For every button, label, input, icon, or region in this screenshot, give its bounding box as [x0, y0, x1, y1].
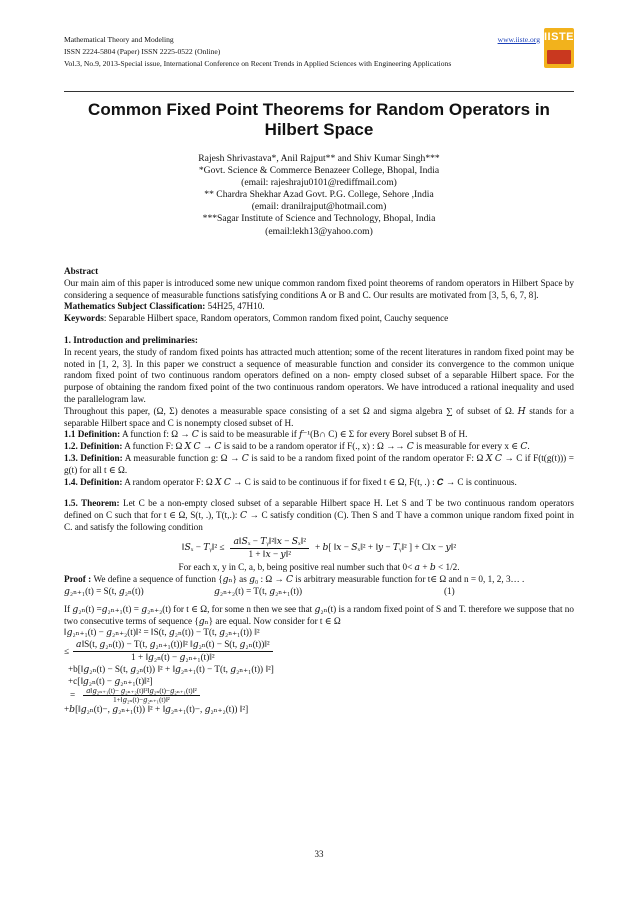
definition-1-2-text: A function F: Ω 𝑋 𝐶 → 𝐶 is said to be a random operator if F(., x) : Ω →→ 𝐶 is measurable for every x ∈ 𝐶. — [122, 441, 530, 452]
affiliation-1: *Govt. Science & Commerce Benazeer College, Bhopal, India — [198, 165, 440, 177]
paper-title — [64, 100, 574, 140]
definition-1-1-text: A function f: Ω → 𝐶 is said to be measurable if 𝑓⁻¹(B∩ C) ∈ Σ for every Borel subset B of H. — [120, 429, 468, 440]
proof-line-5-denominator: 1+‖𝑔₂ₙ(t)−𝑔₂ₙ₊₁(t)‖² — [113, 696, 170, 705]
inequality-lhs: ‖𝑆ₓ − 𝑇ᵧ‖² ≤ — [181, 542, 225, 553]
definition-1-1 — [64, 429, 574, 441]
proof-line-5-lead: = — [70, 689, 76, 700]
proof-line-2-numerator: 𝑎‖S(t, 𝑔₂ₙ(t)) − T(t, 𝑔₂ₙ₊₁(t))‖² ‖𝑔₂ₙ(t) − S(t, 𝑔₂ₙ(t))‖² — [73, 639, 273, 652]
intro-paragraph-2: Throughout this paper, (Ω, Σ) denotes a measurable space consisting of a set Ω and sigma algebra ∑ of subset of Ω. 𝐻 stands for a separable Hilbert space and C is nonempty closed subset of H. — [64, 405, 574, 428]
affiliation-2: ** Chardra Shekhar Azad Govt. P.G. College, Sehore ,India — [204, 189, 434, 201]
logo-text: IISTE — [544, 31, 574, 43]
equation-1 — [64, 586, 574, 598]
inequality-numerator: 𝑎‖𝑆ₓ − 𝑇ᵧ‖²‖𝑥 − 𝑆ₓ‖² — [230, 536, 309, 549]
definition-1-1-label: 1.1 Definition: — [64, 429, 121, 440]
affiliation-3: ***Sagar Institute of Science and Technology, Bhopal, India — [202, 213, 436, 225]
theorem-1-5 — [64, 498, 574, 533]
definition-1-4-label: 1.4. Definition: — [64, 476, 123, 487]
keywords-line — [64, 313, 574, 325]
journal-header — [64, 34, 540, 71]
proof-line-1: ‖𝑔₂ₙ₊₁(t) − 𝑔₂ₙ₊₂(t)‖² = ‖S(t, 𝑔₂ₙ(t)) − T(t, 𝑔₂ₙ₊₁(t)) ‖² — [64, 627, 260, 638]
msc-line — [64, 301, 574, 313]
proof-line-5 — [64, 687, 574, 704]
abstract-heading: Abstract — [64, 266, 99, 276]
proof-label: Proof : — [64, 574, 94, 585]
journal-name: Mathematical Theory and Modeling — [64, 35, 174, 44]
email-2: (email: dranilrajput@hotmail.com) — [251, 201, 387, 213]
issn-line: ISSN 2224-5804 (Paper) ISSN 2225-0522 (Online) — [64, 47, 221, 57]
proof-line-2-lead: ≤ — [64, 645, 70, 656]
definition-1-3-text: A measurable function g: Ω → 𝐶 is said to be a random fixed point of the random operator F: Ω 𝑋 𝐶 → C if F(t(g(t))) = g(t) for all t ∈ Ω. — [64, 452, 574, 475]
inequality-fraction — [230, 536, 309, 561]
proof-intro — [64, 574, 574, 586]
keywords-label: Keywords — [64, 313, 104, 324]
proof-line-4: +c[‖𝑔₂ₙ(t) − 𝑔₂ₙ₊₁(t)‖²] — [68, 675, 153, 686]
iiste-logo — [544, 28, 574, 68]
proof-line-5-numerator: 𝑎‖𝑔₂ₙ₊₁(t)− 𝑔₂ₙ₊₂(t)‖²‖𝑔₂ₙ(t)−𝑔₂ₙ₊₁(t)‖² — [83, 687, 200, 696]
issue-line: Vol.3, No.9, 2013-Special issue, International Conference on Recent Trends in Applied Sciences with Engineering Applications — [64, 59, 452, 69]
equation-1-part-b: 𝑔₂ₙ₊₂(t) = T(t, 𝑔₂ₙ₊₁(t)) — [214, 585, 303, 596]
abstract-text: Our main aim of this paper is introduced some new unique common random fixed point theorems of random operators in Hilbert Space by considering a sequence of measurable functions satisfying conditions A or B and C. Our results are motivated from [3, 5, 6, 7, 8]. — [64, 277, 574, 300]
proof-line-2 — [64, 639, 574, 664]
inequality-rhs: + 𝑏[ ‖𝑥 − 𝑆ₓ‖² + ‖𝑦 − 𝑇ᵧ‖² ] + C‖𝑥 − 𝑦‖² — [315, 542, 457, 553]
proof-line-2-fraction — [73, 639, 273, 664]
inequality-denominator: 1 + ‖𝑥 − 𝑦‖² — [248, 548, 291, 559]
theorem-inequality — [64, 536, 574, 561]
theorem-condition: For each x, y in C, a, b, being positive real number such that 0< 𝑎 + 𝑏 < 1/2. — [178, 562, 460, 573]
section-1-heading: 1. Introduction and preliminaries: — [64, 334, 198, 345]
definition-1-3-label: 1.3. Definition: — [64, 452, 123, 463]
title-line-1: Common Fixed Point Theorems for Random Operators in — [88, 100, 550, 119]
intro-paragraph-1: In recent years, the study of random fixed points has attracted much attention; some of the recent literatures in random fixed point may be noted in [1, 2, 3]. In this paper we construct a sequence of measurable function and consider its convergence to the common unique random fixed point of two continuous random operators defined on a non- empty closed subset of a separable Hilbert space. For the purpose of obtaining the random fixed point of the two continuous random operators. We have introduced a rational inequality and used the parallelogram law. — [64, 346, 574, 404]
proof-text: We define a sequence of function {𝑔ₙ} as 𝑔₀ : Ω → 𝐶 is arbitrary measurable function for t∈ Ω and n = 0, 1, 2, 3… . — [93, 574, 525, 585]
equation-1-number: (1) — [444, 585, 455, 596]
email-1: (email: rajeshraju0101@rediffmail.com) — [241, 177, 397, 189]
proof-line-2-denominator: 1 + ‖𝑔₂ₙ(t) − 𝑔₂ₙ₊₁(t)‖² — [131, 651, 215, 662]
definition-1-2 — [64, 441, 574, 453]
keywords-value: : Separable Hilbert space, Random operators, Common random fixed point, Cauchy sequence — [103, 313, 449, 324]
paper-body — [64, 266, 574, 716]
logo-block — [547, 50, 571, 64]
definition-1-4 — [64, 477, 574, 489]
title-line-2: Hilbert Space — [264, 120, 374, 139]
proof-line-6: +𝑏[‖𝑔₂ₙ(t)−, 𝑔₂ₙ₊₁(t)) ‖² + ‖𝑔₂ₙ₊₁(t)−, 𝑔₂ₙ₊₂(t)) ‖²] — [64, 704, 249, 715]
header-divider — [64, 91, 574, 92]
definition-1-3 — [64, 453, 574, 477]
definition-1-4-text: A random operator F: Ω 𝑋 𝐶 → C is said to be continuous if for fixed t ∈ Ω, F(t, .) : 𝑪 → C is continuous. — [122, 476, 517, 487]
msc-value: 54H25, 47H10. — [205, 301, 265, 312]
definition-1-2-label: 1.2. Definition: — [64, 441, 123, 452]
journal-url-link[interactable]: www.iiste.org — [497, 35, 540, 44]
proof-line-3: +b[‖𝑔₂ₙ(t) − S(t, 𝑔₂ₙ(t)) ‖² + ‖𝑔₂ₙ₊₁(t) − T(t, 𝑔₂ₙ₊₁(t)) ‖²] — [68, 663, 274, 674]
theorem-label: 1.5. Theorem: — [64, 498, 120, 509]
email-3: (email:lekh13@yahoo.com) — [265, 225, 373, 237]
equation-1-part-a: 𝑔₂ₙ₊₁(t) = S(t, 𝑔₂ₙ(t)) — [64, 585, 144, 596]
author-names: Rajesh Shrivastava*, Anil Rajput** and Shiv Kumar Singh*** — [198, 153, 440, 164]
page-number: 33 — [314, 849, 324, 859]
theorem-text: Let C be a non-empty closed subset of a separable Hilbert space H. Let S and T be two continuous random operators defined on C such that for t ∈ Ω, S(t, .), T(t,.): 𝐶 → C satisfy condition (C). Then S and T have a common unique random fixed point in C. and satisfy the following condition — [64, 498, 574, 532]
author-block — [64, 153, 574, 238]
proof-paragraph: If 𝑔₂ₙ(t) =𝑔₂ₙ₊₁(t) = 𝑔₂ₙ₊₂(t) for t ∈ Ω, for some n then we see that 𝑔₂ₙ(t) is a random fixed point of S and T. therefore we suppose that no two consecutive terms of sequence {𝑔ₙ} are equal. Now consider for t ∈ Ω — [64, 603, 574, 626]
msc-label: Mathematics Subject Classification: — [64, 301, 206, 312]
proof-line-5-fraction — [83, 687, 200, 704]
